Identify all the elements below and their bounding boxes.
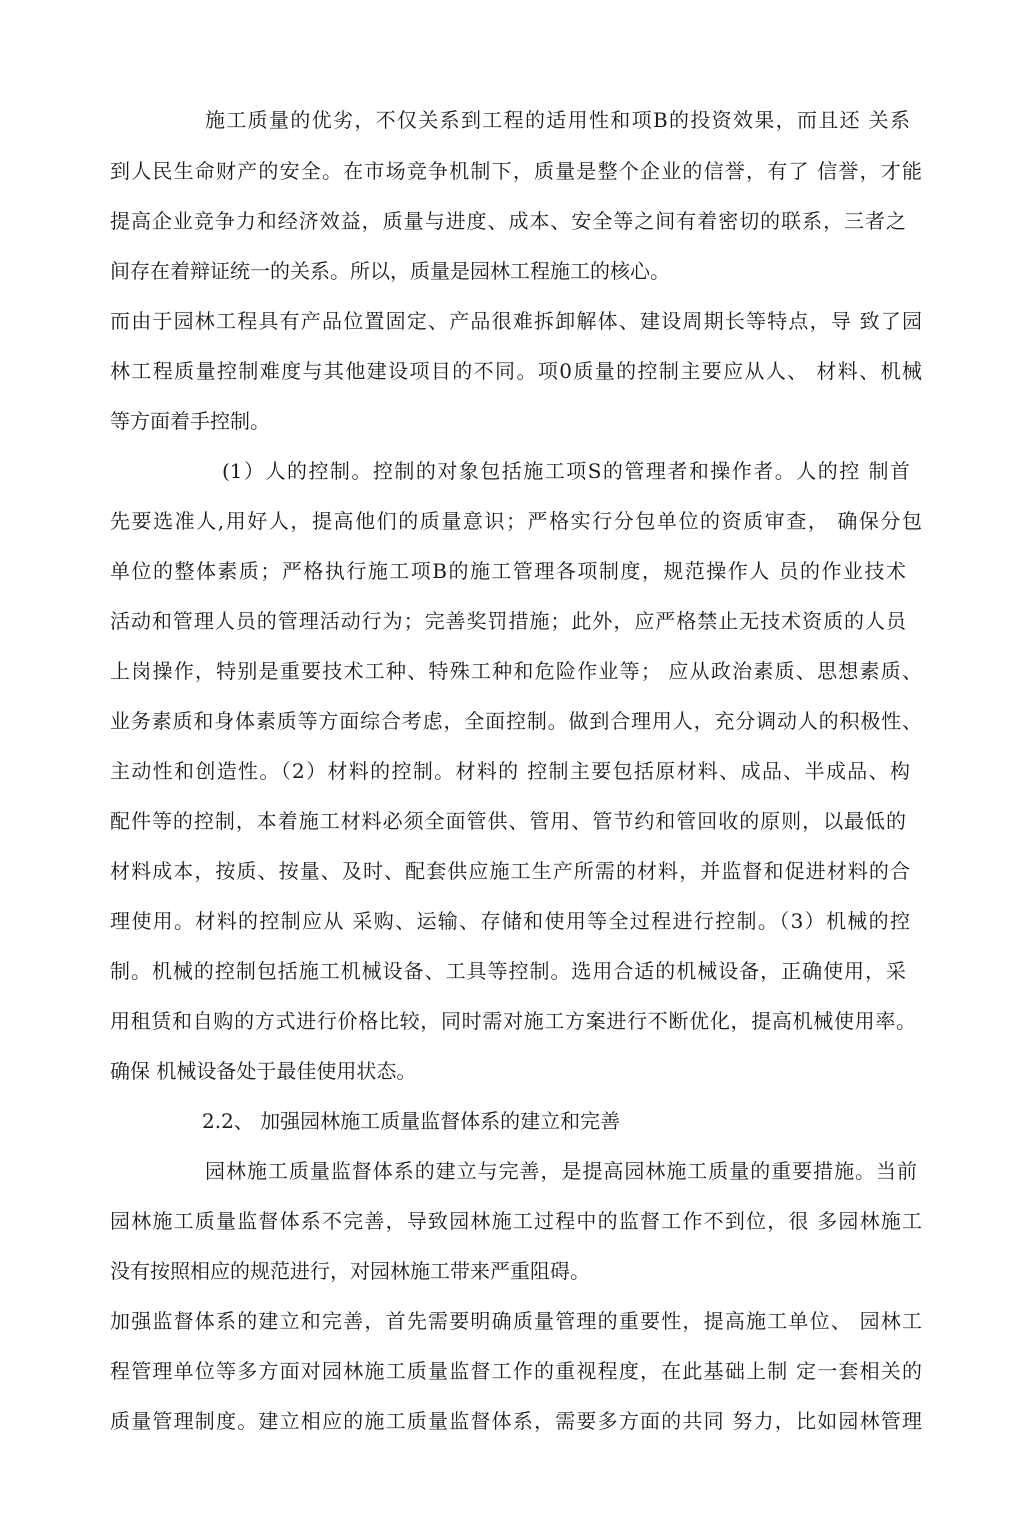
text-line-14: 主动性和创造性。（2）材料的控制。材料的 控制主要包括原材料、成品、半成品、构: [110, 759, 910, 783]
text-line-19: 用租赁和自购的方式进行价格比较，同时需对施工方案进行不断优化，提高机械使用率。: [110, 1009, 916, 1033]
text-line-10: 单位的整体素质；严格执行施工项B的施工管理各项制度，规范操作人 员的作业技术: [110, 559, 906, 583]
text-line-26: 程管理单位等多方面对园林施工质量监督工作的重视程度，在此基础上制 定一套相关的: [110, 1359, 922, 1383]
text-line-3: 提高企业竞争力和经济效益，质量与进度、成本、安全等之间有着密切的联系，三者之: [110, 209, 906, 233]
text-line-22: 园林施工质量监督体系的建立与完善，是提高园林施工质量的重要措施。当前: [205, 1159, 917, 1183]
text-line-11: 活动和管理人员的管理活动行为；完善奖罚措施；此外，应严格禁止无技术资质的人员: [110, 609, 906, 633]
text-line-6: 林工程质量控制难度与其他建设项目的不同。项0质量的控制主要应从人、 材料、机械: [110, 359, 922, 383]
text-line-20: 确保 机械设备处于最佳使用状态。: [110, 1059, 417, 1083]
text-line-7: 等方面着手控制。: [110, 409, 270, 433]
text-line-16: 材料成本，按质、按量、及时、配套供应施工生产所需的材料，并监督和促进材料的合: [110, 859, 910, 883]
text-line-24: 没有按照相应的规范进行，对园林施工带来严重阻碍。: [110, 1259, 590, 1283]
text-line-2: 到人民生命财产的安全。在市场竞争机制下，质量是整个企业的信誉，有了 信誉，才能: [110, 159, 922, 183]
text-line-25: 加强监督体系的建立和完善，首先需要明确质量管理的重要性，提高施工单位、 园林工: [110, 1309, 922, 1333]
text-line-13: 业务素质和身体素质等方面综合考虑，全面控制。做到合理用人，充分调动人的积极性、: [110, 709, 922, 733]
text-line-1: 施工质量的优劣，不仅关系到工程的适用性和项B的投资效果，而且还 关系: [205, 108, 910, 132]
text-line-4: 间存在着辩证统一的关系。所以，质量是园林工程施工的核心。: [110, 259, 670, 283]
text-line-5: 而由于园林工程具有产品位置固定、产品很难拆卸解体、建设周期长等特点，导 致了园: [110, 309, 922, 333]
text-line-15: 配件等的控制，本着施工材料必须全面管供、管用、管节约和管回收的原则，以最低的: [110, 809, 906, 833]
text-line-9: 先要选准人,用好人，提高他们的质量意识；严格实行分包单位的资质审查， 确保分包: [110, 509, 922, 533]
section-heading: 2.2、 加强园林施工质量监督体系的建立和完善: [202, 1109, 621, 1133]
text-line-18: 制。机械的控制包括施工机械设备、工具等控制。选用合适的机械设备，正确使用，采: [110, 959, 906, 983]
text-line-27: 质量管理制度。建立相应的施工质量监督体系，需要多方面的共同 努力，比如园林管理: [110, 1409, 922, 1433]
text-line-12: 上岗操作，特别是重要技术工种、特殊工种和危险作业等； 应从政治素质、思想素质、: [110, 659, 922, 683]
text-line-8: (1）人的控制。控制的对象包括施工项S的管理者和操作者。人的控 制首: [222, 459, 910, 483]
text-line-17: 理使用。材料的控制应从 采购、运输、存储和使用等全过程进行控制。（3）机械的控: [110, 909, 910, 933]
text-line-23: 园林施工质量监督体系不完善，导致园林施工过程中的监督工作不到位，很 多园林施工: [110, 1209, 922, 1233]
